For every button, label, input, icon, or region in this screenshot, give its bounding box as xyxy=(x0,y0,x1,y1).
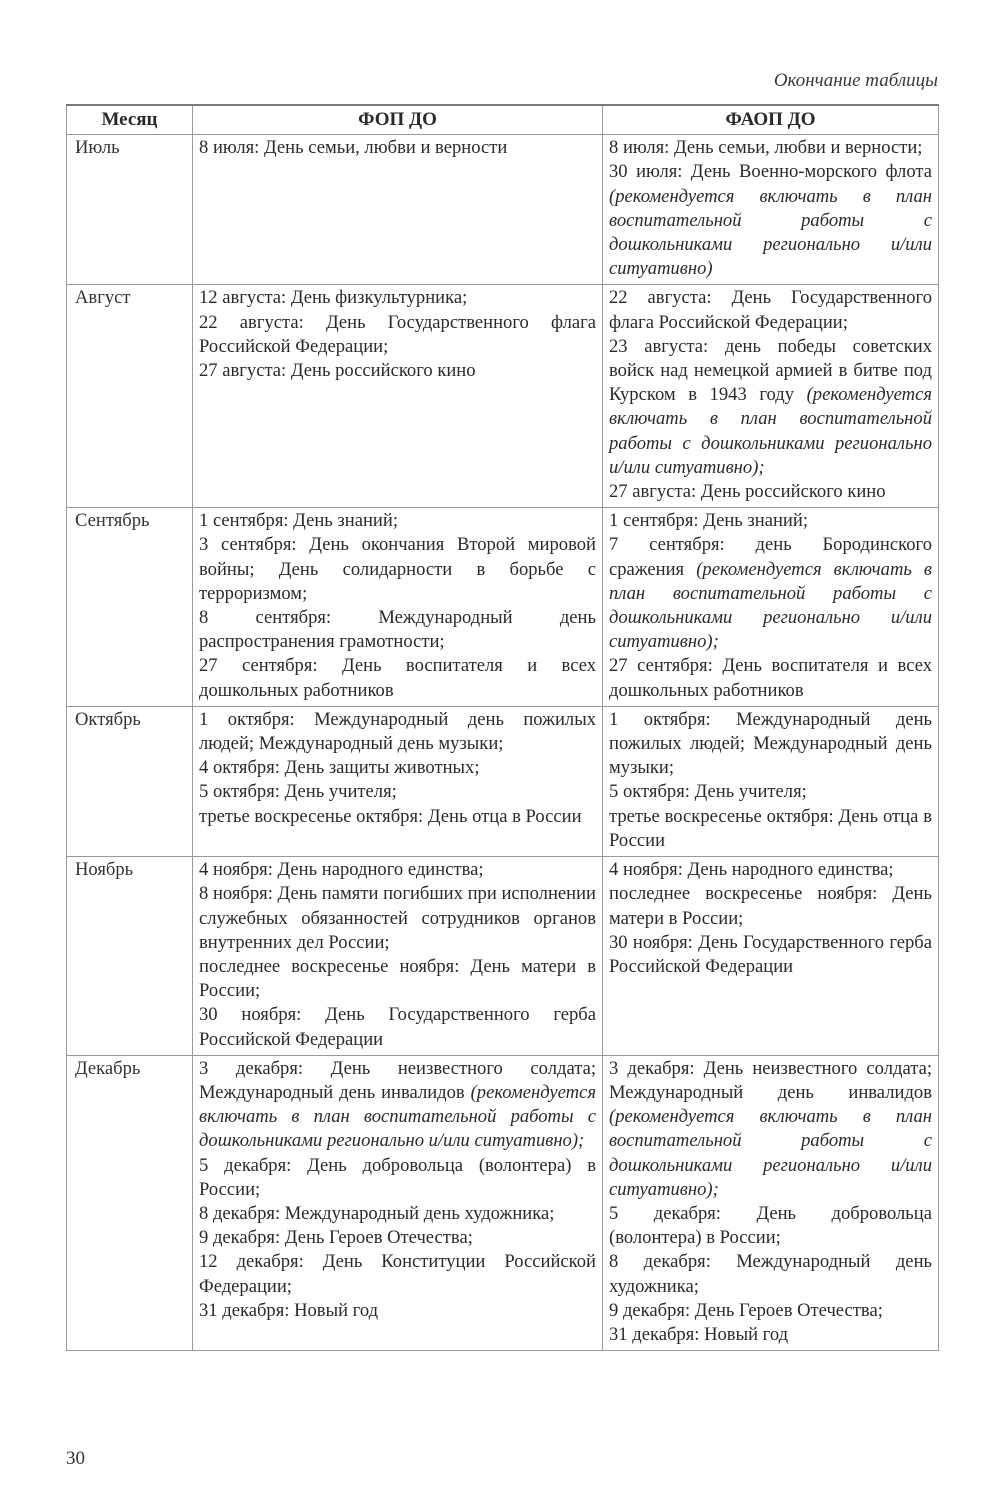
event-text: 3 сентября: День окончания Второй мировой войны; День солидарности в борьбе с терроризмом; xyxy=(199,534,596,604)
event-entry xyxy=(199,1003,596,1051)
event-text: 7 сентября: день Бородинского сражения xyxy=(609,534,932,580)
holidays-table xyxy=(66,104,939,1351)
event-entry xyxy=(609,708,932,781)
event-note: (рекомендуется включать в план воспитательной работы с дошкольниками регионально и/или ситуативно); xyxy=(199,1081,596,1152)
event-text: 30 июля: День Военно-морского флота xyxy=(609,161,932,183)
table-row xyxy=(67,508,939,707)
month-cell: Декабрь xyxy=(67,1055,193,1350)
event-text: 30 ноября: День Государственного герба Российской Федерации xyxy=(199,1004,596,1050)
event-text: 27 сентября: День воспитателя и всех дошкольных работников xyxy=(199,655,596,701)
event-text: 8 июля: День семьи, любви и верности; xyxy=(609,137,923,159)
month-cell: Июль xyxy=(67,135,193,285)
month-cell: Август xyxy=(67,285,193,508)
event-note: (рекомендуется включать в план воспитательной работы с дошкольниками регионально и/или ситуативно); xyxy=(609,1106,932,1200)
event-entry xyxy=(609,1323,932,1347)
table-row xyxy=(67,706,939,856)
event-text: 5 октября: День учителя; xyxy=(609,781,807,803)
event-entry xyxy=(609,136,932,160)
event-text: 1 октября: Международный день пожилых людей; Международный день музыки; xyxy=(609,708,932,779)
event-entry xyxy=(609,160,932,281)
event-text: 3 декабря: День неизвестного солдата; Международный день инвалидов xyxy=(199,1057,596,1103)
event-entry xyxy=(199,1154,596,1202)
fop-events-cell xyxy=(193,857,603,1056)
event-entry xyxy=(199,509,596,533)
event-entry xyxy=(199,286,596,310)
event-entry xyxy=(609,1057,932,1202)
fop-events-cell xyxy=(193,508,603,707)
event-entry xyxy=(199,708,596,756)
event-entry xyxy=(199,606,596,654)
table-row xyxy=(67,135,939,285)
table-body xyxy=(67,135,939,1351)
table-row xyxy=(67,1055,939,1350)
fop-events-cell xyxy=(193,706,603,856)
event-entry xyxy=(199,1057,596,1154)
event-text: 8 сентября: Международный день распространения грамотности; xyxy=(199,607,596,653)
page-number: 30 xyxy=(66,1448,85,1469)
event-text: 5 октября: День учителя; xyxy=(199,781,397,803)
column-header-fop: ФОП ДО xyxy=(193,105,603,135)
event-entry xyxy=(609,1202,932,1250)
faop-events-cell xyxy=(603,508,939,707)
event-text: 22 августа: День Государственного флага Российской Федерации; xyxy=(199,311,596,357)
event-entry xyxy=(609,1250,932,1298)
event-entry xyxy=(199,955,596,1003)
event-entry xyxy=(199,805,596,829)
column-header-faop: ФАОП ДО xyxy=(603,105,939,135)
event-note: (рекомендуется включать в план воспитательной работы с дошкольниками регионально и/или ситуативно) xyxy=(609,185,932,280)
event-text: 1 сентября: День знаний; xyxy=(199,510,398,532)
event-entry xyxy=(609,654,932,702)
event-text: 12 августа: День физкультурника; xyxy=(199,287,468,309)
faop-events-cell xyxy=(603,857,939,1056)
event-text: 9 декабря: День Героев Отечества; xyxy=(199,1227,473,1249)
faop-events-cell xyxy=(603,1055,939,1350)
faop-events-cell xyxy=(603,285,939,508)
event-entry xyxy=(199,756,596,780)
event-text: третье воскресенье октября: День отца в России xyxy=(199,805,582,827)
event-text: последнее воскресенье ноября: День матери в России; xyxy=(199,955,596,1002)
event-note: (рекомендуется включать в план воспитательной работы с дошкольниками регионально и/или ситуативно); xyxy=(609,558,932,653)
event-entry xyxy=(199,1250,596,1298)
event-text: 9 декабря: День Героев Отечества; xyxy=(609,1299,883,1321)
event-entry xyxy=(199,533,596,606)
event-entry xyxy=(609,480,932,504)
event-text: последнее воскресенье ноября: День матери в России; xyxy=(609,883,932,929)
event-text: 8 декабря: Международный день художника; xyxy=(609,1251,932,1297)
event-text: 4 октября: День защиты животных; xyxy=(199,757,480,779)
event-entry xyxy=(609,805,932,853)
faop-events-cell xyxy=(603,135,939,285)
event-entry xyxy=(609,858,932,882)
faop-events-cell xyxy=(603,706,939,856)
table-header-row xyxy=(67,105,939,135)
event-entry xyxy=(199,780,596,804)
fop-events-cell xyxy=(193,285,603,508)
event-text: 8 июля: День семьи, любви и верности xyxy=(199,137,508,159)
event-text: 30 ноября: День Государственного герба Российской Федерации xyxy=(609,931,932,977)
event-entry xyxy=(199,858,596,882)
table-caption: Окончание таблицы xyxy=(773,70,938,91)
month-cell: Октябрь xyxy=(67,706,193,856)
event-entry xyxy=(199,1299,596,1323)
event-text: 8 декабря: Международный день художника; xyxy=(199,1202,555,1224)
fop-events-cell xyxy=(193,135,603,285)
event-entry xyxy=(609,509,932,533)
month-cell: Ноябрь xyxy=(67,857,193,1056)
event-entry xyxy=(199,654,596,702)
event-entry xyxy=(199,136,596,160)
table-row xyxy=(67,857,939,1056)
event-text: 5 декабря: День добровольца (волонтера) в России; xyxy=(199,1154,596,1200)
event-text: 4 ноября: День народного единства; xyxy=(609,859,894,881)
event-text: 27 августа: День российского кино xyxy=(199,360,476,382)
event-text: 4 ноября: День народного единства; xyxy=(199,859,484,881)
event-entry xyxy=(199,359,596,383)
table-row xyxy=(67,285,939,508)
event-entry xyxy=(199,882,596,955)
month-cell: Сентябрь xyxy=(67,508,193,707)
event-text: 31 декабря: Новый год xyxy=(199,1299,379,1321)
event-text: 3 декабря: День неизвестного солдата; Международный день инвалидов xyxy=(609,1057,932,1103)
event-text: третье воскресенье октября: День отца в России xyxy=(609,805,932,851)
event-note: (рекомендуется включать в план воспитательной работы с дошкольниками регионально и/или ситуативно); xyxy=(609,384,932,478)
event-entry xyxy=(199,1226,596,1250)
fop-events-cell xyxy=(193,1055,603,1350)
event-text: 12 декабря: День Конституции Российской Федерации; xyxy=(199,1251,596,1297)
event-entry xyxy=(609,882,932,930)
event-entry xyxy=(609,335,932,480)
event-text: 8 ноября: День памяти погибших при исполнении служебных обязанностей сотрудников органов внутренних дел России; xyxy=(199,883,596,953)
event-entry xyxy=(199,1202,596,1226)
event-text: 22 августа: День Государственного флага Российской Федерации; xyxy=(609,287,932,333)
column-header-month: Месяц xyxy=(67,105,193,135)
event-entry xyxy=(609,780,932,804)
event-entry xyxy=(609,931,932,979)
event-entry xyxy=(609,286,932,334)
event-entry xyxy=(609,1299,932,1323)
event-text: 31 декабря: Новый год xyxy=(609,1323,789,1345)
event-text: 1 сентября: День знаний; xyxy=(609,510,808,532)
event-entry xyxy=(199,311,596,359)
event-text: 27 сентября: День воспитателя и всех дошкольных работников xyxy=(609,655,932,701)
event-text: 27 августа: День российского кино xyxy=(609,481,886,503)
event-text: 23 августа: день победы советских войск над немецкой армией в битве под Курском в 1943 году xyxy=(609,335,932,406)
event-text: 5 декабря: День добровольца (волонтера) в России; xyxy=(609,1202,932,1249)
event-text: 1 октября: Международный день пожилых людей; Международный день музыки; xyxy=(199,708,596,755)
event-entry xyxy=(609,533,932,654)
